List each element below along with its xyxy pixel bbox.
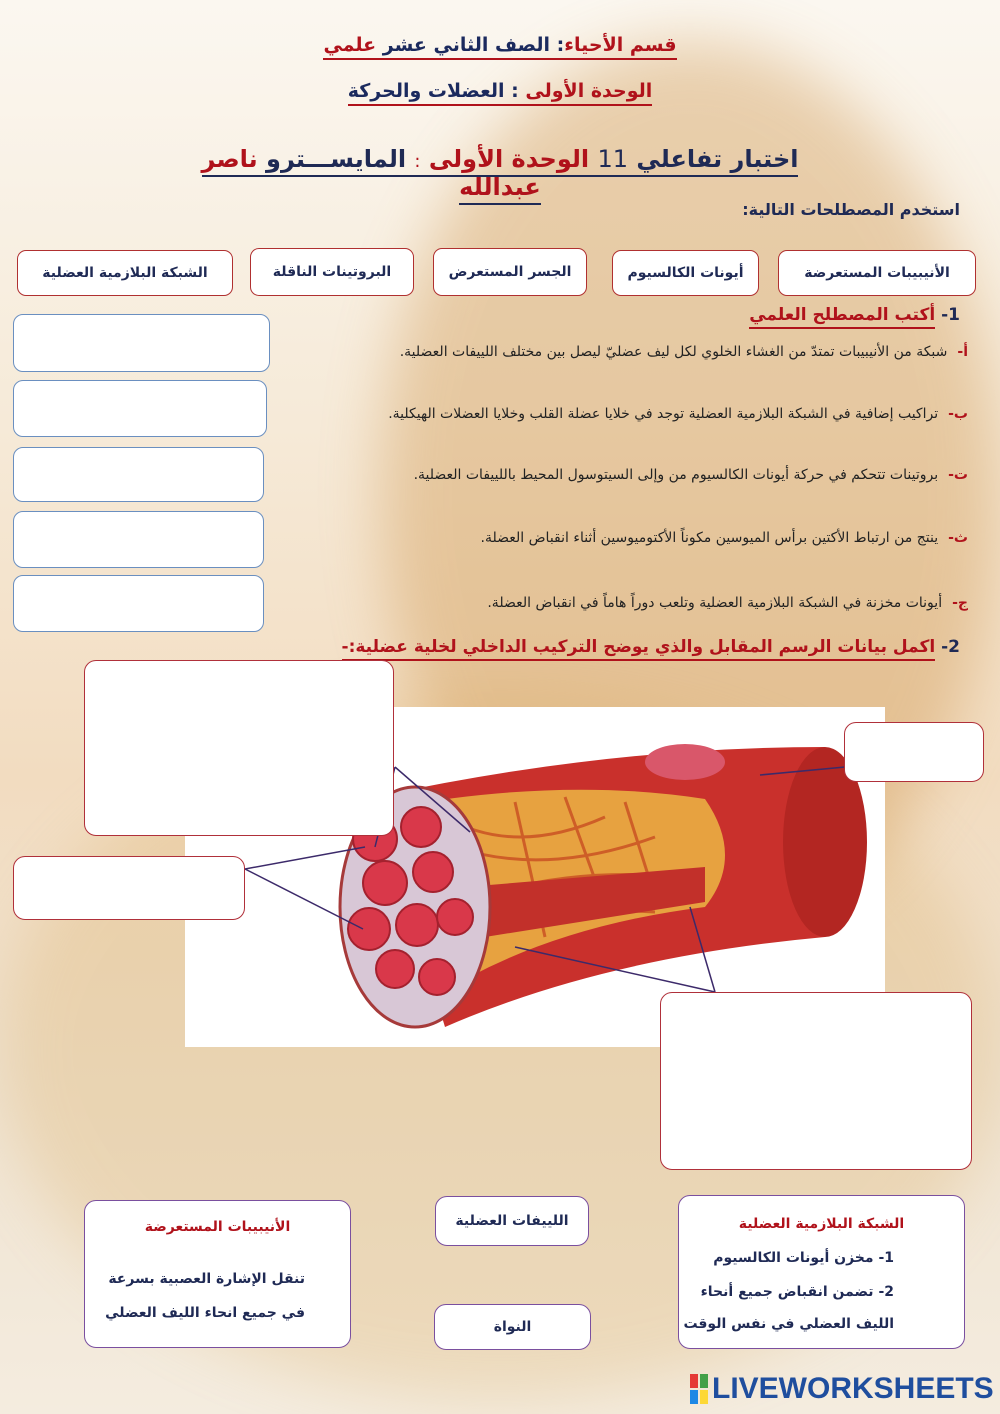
diagram-label-box-2[interactable] — [13, 856, 245, 920]
instruction-text: استخدم المصطلحات التالية: — [742, 200, 960, 219]
answer-field-th[interactable] — [13, 511, 264, 568]
answer-field-b[interactable] — [13, 380, 267, 437]
author-name: ناصر عبدالله — [201, 145, 541, 201]
term-sarcoplasmic-reticulum[interactable]: الشبكة البلازمية العضلية — [17, 250, 233, 296]
term-cross-bridge[interactable]: الجسر المستعرض — [433, 248, 587, 296]
section2-title: 2- اكمل بيانات الرسم المقابل والذي يوضح التركيب الداخلي لخلية عضلية:- — [342, 637, 960, 661]
author-nickname: المايســـترو — [266, 145, 407, 173]
card-sr-item-2: 2- تضمن انقباض جميع أنحاء — [700, 1284, 894, 1300]
diagram-label-box-4[interactable] — [660, 992, 972, 1170]
liveworksheets-logo — [690, 1372, 994, 1406]
logo-text: LIVEWORKSHEETS — [712, 1372, 994, 1405]
card-sr-item-1: 1- مخزن أيونات الكالسيوم — [713, 1250, 894, 1266]
card-myofibrils[interactable]: اللييفات العضلية — [435, 1196, 589, 1246]
question-b: ب-تراكيب إضافية في الشبكة البلازمية العضلية توجد في خلايا عضلة القلب وخلايا العضلات الهيكلية. — [388, 406, 968, 422]
title-main: اختبار تفاعلي — [636, 145, 799, 173]
title-unit: الوحدة الأولى — [428, 145, 590, 173]
department-label: قسم الأحياء — [564, 34, 677, 56]
stream-label: علمي — [323, 34, 377, 56]
header-line-1: قسم الأحياء: الصف الثاني عشر علمي — [300, 34, 700, 60]
card-tubules-desc-2: في جميع انحاء الليف العضلي — [105, 1305, 305, 1321]
card-tubules-desc-1: تنقل الإشارة العصبية بسرعة — [108, 1271, 305, 1287]
nucleus-shape — [645, 744, 725, 780]
card-transverse-tubules[interactable] — [84, 1200, 351, 1348]
diagram-label-box-3[interactable] — [844, 722, 984, 782]
header-line-2: الوحدة الأولى : العضلات والحركة — [300, 80, 700, 106]
answer-field-a[interactable] — [13, 314, 270, 372]
answer-field-t[interactable] — [13, 447, 264, 502]
term-transport-proteins[interactable]: البروتينات الناقلة — [250, 248, 414, 296]
question-th: ث-ينتج من ارتباط الأكتين برأس الميوسين مكوناً الأكتوميوسين أثناء انقباض العضلة. — [480, 530, 968, 546]
card-sr-item-2b: الليف العضلي في نفس الوقت — [683, 1316, 894, 1332]
card-sr-title: الشبكة البلازمية العضلية — [738, 1216, 905, 1232]
logo-icon — [690, 1374, 708, 1404]
question-t: ت-بروتينات تتحكم في حركة أيونات الكالسيوم من وإلى السيتوسول المحيط باللييفات العضلية. — [413, 467, 968, 483]
unit-label: الوحدة الأولى — [525, 80, 653, 102]
grade-label: الصف الثاني عشر — [382, 34, 551, 56]
term-transverse-tubules[interactable]: الأنيبيبات المستعرضة — [778, 250, 976, 296]
quiz-title: اختبار تفاعلي 11 الوحدة الأولى : المايســـترو ناصر عبدالله — [170, 145, 830, 201]
answer-field-j[interactable] — [13, 575, 264, 632]
question-j: ج-أيونات مخزنة في الشبكة البلازمية العضلية وتلعب دوراً هاماً في انقباض العضلة. — [487, 595, 968, 611]
question-a: أ-شبكة من الأنيبيبات تمتدّ من الغشاء الخلوي لكل ليف عضليّ ليصل بين مختلف اللييفات العضلية. — [399, 344, 968, 360]
unit-name: العضلات والحركة — [347, 80, 505, 102]
section1-title: 1- أكتب المصطلح العلمي — [749, 305, 960, 329]
term-calcium-ions[interactable]: أيونات الكالسيوم — [612, 250, 759, 296]
card-sarcoplasmic-reticulum[interactable] — [678, 1195, 965, 1349]
title-number: 11 — [597, 145, 629, 173]
diagram-label-box-1[interactable] — [84, 660, 394, 836]
card-tubules-title: الأنيبيبات المستعرضة — [144, 1219, 291, 1235]
card-nucleus[interactable]: النواة — [434, 1304, 591, 1350]
